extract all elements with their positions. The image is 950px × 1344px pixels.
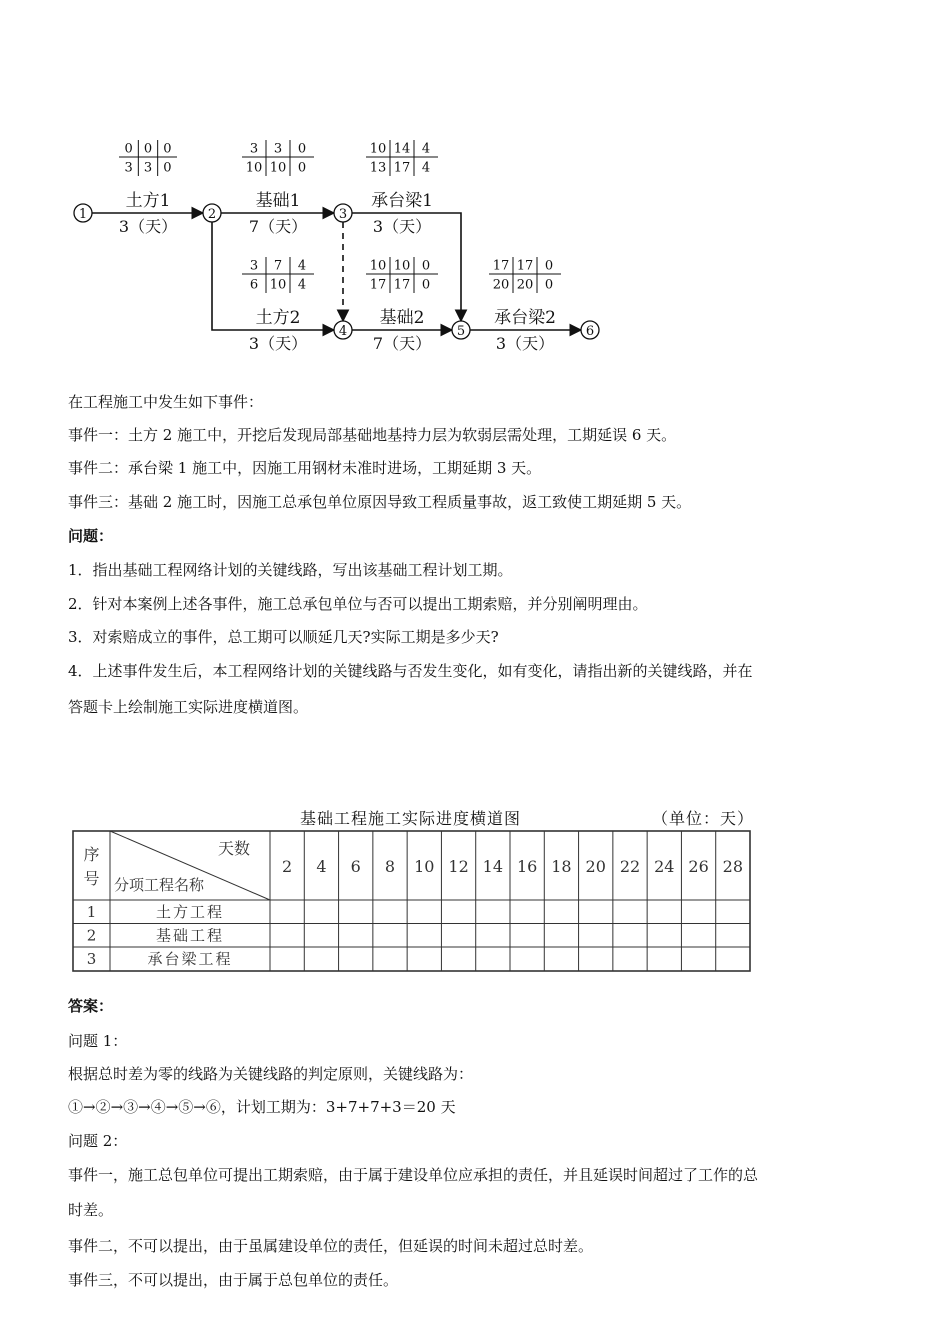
param-value: 0 <box>124 141 133 157</box>
day-label: 2 <box>282 857 293 876</box>
param-value: 4 <box>297 277 307 293</box>
question-2: 2．针对本案例上述各事件，施工总承包单位与否可以提出工期索赔，并分别阐明理由。 <box>68 595 648 613</box>
node-label-2: 2 <box>207 207 217 222</box>
param-value: 0 <box>143 141 153 157</box>
answer-2-heading: 问题 2： <box>68 1132 128 1150</box>
node-label-1: 1 <box>78 207 88 222</box>
question-3: 3．对索赔成立的事件，总工期可以顺延几天?实际工期是多少天? <box>68 628 499 646</box>
node-label-6: 6 <box>585 324 595 339</box>
intro-text: 在工程施工中发生如下事件： <box>68 393 264 411</box>
activity-duration: 3（天） <box>248 334 308 353</box>
gantt-title: 基础工程施工实际进度横道图 <box>300 809 522 828</box>
answer-2-line-4: 事件三，不可以提出，由于属于总包单位的责任。 <box>68 1271 399 1289</box>
activity-6 <box>489 257 561 353</box>
param-value: 6 <box>249 277 259 293</box>
day-label: 18 <box>551 857 572 876</box>
param-value: 17 <box>516 258 534 274</box>
activity-5 <box>366 257 438 353</box>
node-label-3: 3 <box>338 207 348 222</box>
row-number: 3 <box>86 949 97 968</box>
day-label: 14 <box>482 857 504 876</box>
param-value: 3 <box>143 160 153 176</box>
answer-2-line-1: 事件一，施工总包单位可提出工期索赔，由于属于建设单位应承担的责任，并且延误时间超过了工作的总 <box>68 1166 759 1184</box>
param-value: 3 <box>124 160 133 176</box>
header-seq-char: 序 <box>83 845 100 864</box>
question-1: 1．指出基础工程网络计划的关键线路，写出该基础工程计划工期。 <box>68 561 513 579</box>
param-value: 20 <box>492 277 510 293</box>
event-1: 事件一：土方 2 施工中，开挖后发现局部基础地基持力层为软弱层需处理，工期延误 6 天。 <box>68 426 677 444</box>
row-item-name: 承台梁工程 <box>147 949 233 968</box>
param-value: 17 <box>393 160 411 176</box>
activity-name: 承台梁2 <box>494 308 556 328</box>
param-value: 4 <box>421 160 431 176</box>
event-3: 事件三：基础 2 施工时，因施工总承包单位原因导致工程质量事故，返工致使工期延期 5 天。 <box>68 493 692 511</box>
day-label: 10 <box>414 857 435 876</box>
param-value: 17 <box>369 277 387 293</box>
param-value: 10 <box>269 277 287 293</box>
day-label: 26 <box>688 857 709 876</box>
activity-1 <box>119 140 177 236</box>
param-value: 20 <box>516 277 534 293</box>
answer-2-line-3: 事件二，不可以提出，由于虽属建设单位的责任，但延误的时间未超过总时差。 <box>68 1237 594 1255</box>
activity-3 <box>366 140 438 236</box>
param-value: 0 <box>421 277 431 293</box>
gantt-unit: （单位：天） <box>652 809 755 828</box>
param-value: 3 <box>249 141 259 157</box>
param-value: 17 <box>393 277 411 293</box>
day-label: 4 <box>316 857 327 876</box>
activity-duration: 3（天） <box>372 217 432 236</box>
gantt-table <box>72 830 752 972</box>
header-days: 天数 <box>217 839 250 858</box>
question-4-line-1: 4．上述事件发生后，本工程网络计划的关键线路与否发生变化，如有变化，请指出新的关键线路，并在 <box>68 662 753 680</box>
param-value: 17 <box>492 258 510 274</box>
activity-duration: 3（天） <box>495 334 555 353</box>
param-value: 10 <box>269 160 287 176</box>
activity-name: 土方1 <box>125 191 171 211</box>
row-number: 1 <box>86 902 97 921</box>
param-value: 3 <box>249 258 259 274</box>
header-seq-char: 号 <box>83 869 100 888</box>
param-value: 10 <box>245 160 263 176</box>
param-value: 0 <box>297 141 307 157</box>
answer-1-heading: 问题 1： <box>68 1032 128 1050</box>
param-value: 10 <box>369 141 387 157</box>
row-item-name: 土方工程 <box>155 902 225 921</box>
param-value: 4 <box>421 141 431 157</box>
activity-2 <box>242 140 314 236</box>
activity-name: 基础2 <box>379 308 425 328</box>
day-label: 22 <box>619 857 641 876</box>
node-label-5: 5 <box>456 324 466 339</box>
day-label: 8 <box>384 857 396 876</box>
param-value: 0 <box>421 258 431 274</box>
param-value: 14 <box>393 141 411 157</box>
day-label: 28 <box>722 857 744 876</box>
activity-duration: 7（天） <box>248 217 308 236</box>
param-value: 10 <box>369 258 387 274</box>
question-4-line-2: 答题卡上绘制施工实际进度横道图。 <box>68 698 309 716</box>
answer-2-line-2: 时差。 <box>68 1201 114 1219</box>
activity-name: 承台梁1 <box>371 191 433 211</box>
activity-duration: 7（天） <box>372 334 432 353</box>
day-label: 16 <box>516 857 538 876</box>
row-number: 2 <box>86 926 97 945</box>
row-item-name: 基础工程 <box>155 926 225 945</box>
answer-heading: 答案： <box>68 997 114 1015</box>
param-value: 10 <box>393 258 411 274</box>
activity-name: 土方2 <box>255 308 301 328</box>
param-value: 4 <box>297 258 307 274</box>
param-value: 0 <box>544 258 554 274</box>
activity-4 <box>242 257 314 353</box>
network-diagram <box>60 120 620 370</box>
param-value: 0 <box>297 160 307 176</box>
day-label: 6 <box>350 857 361 876</box>
day-label: 12 <box>448 857 469 876</box>
param-value: 0 <box>544 277 554 293</box>
param-value: 3 <box>273 141 283 157</box>
node-label-4: 4 <box>338 324 348 339</box>
questions-heading: 问题： <box>68 527 114 545</box>
answer-1-line-2: ①→②→③→④→⑤→⑥，计划工期为：3+7+7+3＝20 天 <box>68 1098 456 1116</box>
event-2: 事件二：承台梁 1 施工中，因施工用钢材未准时进场，工期延期 3 天。 <box>68 459 542 477</box>
param-value: 7 <box>273 258 283 274</box>
activity-name: 基础1 <box>255 191 301 211</box>
param-value: 0 <box>163 160 172 176</box>
day-label: 24 <box>654 857 675 876</box>
answer-1-line-1: 根据总时差为零的线路为关键线路的判定原则，关键线路为： <box>68 1065 474 1083</box>
activity-duration: 3（天） <box>118 217 178 236</box>
param-value: 0 <box>163 141 172 157</box>
header-item-name: 分项工程名称 <box>114 876 205 894</box>
param-value: 13 <box>369 160 387 176</box>
day-label: 20 <box>585 857 606 876</box>
